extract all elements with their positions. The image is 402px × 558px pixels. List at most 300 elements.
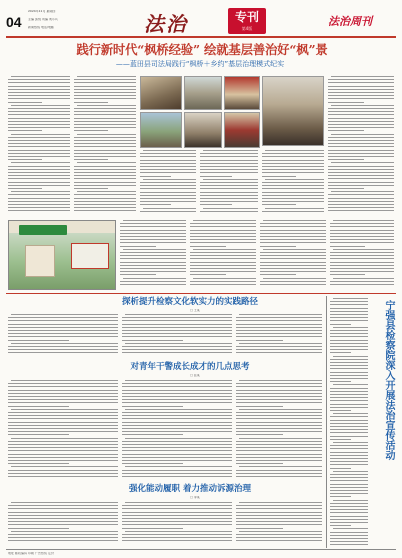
body-text-line: [122, 515, 232, 516]
body-text-line: [328, 137, 394, 138]
body-text-line: [328, 102, 364, 103]
body-text-line: [8, 393, 118, 394]
header-date: 2024年11月 星期四: [28, 10, 56, 13]
body-text-line: [328, 188, 364, 189]
body-text-line: [328, 159, 364, 160]
body-text-line: [120, 230, 186, 231]
body-text-line: [8, 143, 70, 144]
article-3-title: 强化能动履职 着力推动诉源治理: [129, 484, 251, 494]
body-text-line: [8, 146, 70, 147]
body-text-line: [260, 284, 326, 285]
photo-group: [224, 112, 260, 148]
body-text-line: [328, 111, 394, 112]
body-text-line: [120, 239, 186, 240]
body-text-line: [200, 204, 232, 205]
body-text-line: [260, 226, 326, 227]
body-text-line: [330, 416, 368, 417]
body-text-line: [330, 535, 368, 536]
body-text-line: [74, 169, 136, 170]
body-text-line: [328, 182, 394, 183]
body-text-line: [140, 169, 196, 170]
body-text-line: [74, 172, 136, 173]
body-text-line: [8, 418, 118, 419]
body-text-line: [122, 418, 232, 419]
body-text-line: [122, 386, 232, 387]
body-text-line: [122, 473, 232, 474]
body-text-line: [328, 130, 364, 131]
body-text-line: [330, 496, 351, 497]
body-text-line: [330, 429, 368, 430]
body-text-line: [120, 274, 156, 275]
body-text-line: [190, 255, 256, 256]
body-text-line: [328, 166, 394, 167]
body-text-line: [74, 175, 136, 176]
body-text-line: [190, 258, 256, 259]
body-text-line: [140, 153, 196, 154]
body-text-line: [74, 146, 136, 147]
body-text-line: [11, 502, 118, 503]
body-text-line: [328, 140, 394, 141]
body-text-line: [122, 431, 232, 432]
body-text-line: [8, 333, 118, 334]
body-text-line: [8, 425, 118, 426]
body-text-line: [74, 198, 136, 199]
body-text-line: [200, 211, 258, 212]
body-text-line: [122, 524, 232, 525]
body-text-line: [328, 82, 394, 83]
photo-outdoor: [184, 76, 222, 110]
body-text-line: [263, 278, 326, 279]
body-text-line: [11, 466, 118, 467]
lead-column-9: [260, 220, 326, 290]
body-text-line: [190, 274, 226, 275]
body-text-line: [330, 506, 368, 507]
body-text-line: [330, 324, 351, 325]
body-text-line: [330, 274, 365, 275]
body-text-line: [236, 524, 322, 525]
body-text-line: [330, 468, 351, 469]
body-text-line: [122, 412, 232, 413]
body-text-line: [236, 528, 283, 529]
body-text-line: [236, 444, 322, 445]
body-text-line: [239, 380, 322, 381]
body-text-line: [140, 160, 196, 161]
body-text-line: [8, 175, 70, 176]
body-text-line: [330, 464, 368, 465]
body-text-line: [330, 439, 351, 440]
body-text-line: [330, 230, 394, 231]
body-text-line: [8, 454, 118, 455]
body-text-line: [8, 121, 70, 122]
body-text-line: [122, 390, 232, 391]
body-text-line: [330, 246, 365, 247]
body-text-line: [330, 375, 368, 376]
body-text-line: [8, 150, 70, 151]
body-text-line: [236, 515, 322, 516]
body-text-line: [143, 208, 196, 209]
body-text-line: [8, 95, 70, 96]
body-text-line: [122, 521, 232, 522]
lead-column-2: [74, 76, 136, 216]
body-text-line: [8, 473, 118, 474]
body-text-line: [330, 512, 368, 513]
body-text-line: [190, 246, 226, 247]
lead-column-3: [140, 150, 196, 216]
body-text-line: [239, 409, 322, 410]
body-text-line: [333, 442, 368, 443]
body-text-line: [125, 502, 232, 503]
body-text-line: [77, 191, 136, 192]
section-badge: [228, 8, 266, 34]
body-text-line: [122, 505, 232, 506]
body-text-line: [8, 210, 70, 211]
body-text-line: [236, 508, 322, 509]
body-text-line: [8, 114, 70, 115]
article-3-col-1: [8, 502, 118, 546]
body-text-line: [260, 255, 326, 256]
body-text-line: [77, 105, 136, 106]
body-text-line: [236, 324, 322, 325]
body-text-line: [120, 258, 186, 259]
body-text-line: [122, 460, 232, 461]
body-text-line: [262, 195, 324, 196]
body-text-line: [330, 352, 351, 353]
body-text-line: [260, 265, 326, 266]
body-text-line: [122, 317, 232, 318]
body-text-line: [330, 336, 368, 337]
body-text-line: [190, 239, 256, 240]
body-text-line: [122, 393, 232, 394]
body-text-line: [330, 308, 368, 309]
body-text-line: [330, 255, 394, 256]
body-text-line: [74, 111, 136, 112]
body-text-line: [262, 198, 324, 199]
body-text-line: [122, 537, 232, 538]
photo-collage: [140, 76, 260, 148]
body-text-line: [330, 349, 368, 350]
body-text-line: [330, 330, 368, 331]
body-text-line: [120, 262, 186, 263]
body-text-line: [122, 402, 232, 403]
body-text-line: [122, 444, 232, 445]
body-text-line: [330, 452, 368, 453]
body-text-line: [200, 188, 258, 189]
body-text-line: [330, 281, 394, 282]
body-text-line: [8, 512, 118, 513]
body-text-line: [140, 163, 196, 164]
article-2-col-2: [122, 380, 232, 480]
body-text-line: [140, 156, 196, 157]
photo-village: [140, 112, 182, 148]
body-text-line: [8, 124, 70, 125]
body-text-line: [74, 98, 136, 99]
body-text-line: [236, 540, 322, 541]
body-text-line: [125, 380, 232, 381]
body-text-line: [8, 383, 118, 384]
section-badge-sub: 第4版: [241, 26, 253, 31]
body-text-line: [333, 220, 394, 221]
section-badge-label: 专刊: [234, 10, 259, 24]
body-text-line: [236, 473, 322, 474]
body-text-line: [328, 204, 394, 205]
right-brand: 法治周刊: [328, 15, 372, 28]
body-text-line: [236, 317, 322, 318]
body-text-line: [328, 143, 394, 144]
body-text-line: [8, 201, 70, 202]
body-text-line: [236, 431, 322, 432]
body-text-line: [77, 162, 136, 163]
body-text-line: [328, 201, 394, 202]
body-text-line: [328, 95, 394, 96]
photo-meeting: [140, 76, 182, 110]
body-text-line: [239, 438, 322, 439]
body-text-line: [328, 210, 394, 211]
body-text-line: [203, 179, 258, 180]
body-text-line: [120, 268, 186, 269]
body-text-line: [8, 463, 69, 464]
body-text-line: [333, 298, 368, 299]
body-text-line: [77, 76, 136, 77]
body-text-line: [8, 518, 118, 519]
body-text-line: [330, 407, 368, 408]
body-text-line: [333, 278, 394, 279]
body-text-line: [260, 223, 326, 224]
body-text-line: [8, 428, 118, 429]
body-text-line: [262, 204, 296, 205]
body-text-line: [120, 246, 156, 247]
body-text-line: [122, 476, 232, 477]
body-text-line: [236, 537, 322, 538]
body-text-line: [8, 111, 70, 112]
body-text-line: [200, 156, 258, 157]
photo-lecture: [184, 112, 222, 148]
body-text-line: [328, 79, 394, 80]
body-text-line: [74, 95, 136, 96]
body-text-line: [330, 223, 394, 224]
body-text-line: [74, 194, 136, 195]
article-2-col-3: [236, 380, 322, 480]
header-editor: 主编 邱悦 责编 刘小兵: [28, 18, 58, 21]
body-text-line: [123, 220, 186, 221]
body-text-line: [74, 121, 136, 122]
body-text-line: [8, 194, 70, 195]
body-text-line: [74, 124, 136, 125]
body-text-line: [328, 108, 394, 109]
body-text-line: [239, 531, 322, 532]
body-text-line: [236, 346, 322, 347]
body-text-line: [74, 130, 108, 131]
body-text-line: [11, 134, 70, 135]
body-text-line: [260, 268, 326, 269]
body-text-line: [193, 278, 256, 279]
footer-info: 地址 邮政编码 印刷 广告热线 定价: [8, 552, 54, 555]
body-text-line: [330, 477, 368, 478]
body-text-line: [333, 249, 394, 250]
body-text-line: [74, 188, 108, 189]
body-text-line: [262, 153, 324, 154]
body-text-line: [8, 166, 70, 167]
body-text-line: [74, 137, 136, 138]
lead-headline: 践行新时代“枫桥经验” 绘就基层善治好“枫”景: [76, 42, 328, 57]
body-text-line: [11, 162, 70, 163]
body-text-line: [236, 418, 322, 419]
body-text-line: [330, 404, 368, 405]
body-text-line: [330, 420, 368, 421]
body-text-line: [8, 182, 70, 183]
body-text-line: [330, 400, 368, 401]
body-text-line: [328, 172, 394, 173]
body-text-line: [190, 265, 256, 266]
body-text-line: [74, 185, 136, 186]
body-text-line: [190, 223, 256, 224]
body-text-line: [330, 461, 368, 462]
masthead-title: 法治: [144, 12, 188, 36]
body-text-line: [200, 163, 258, 164]
lead-column-7: [120, 220, 186, 290]
page-header: [6, 6, 396, 38]
body-text-line: [122, 534, 232, 535]
body-text-line: [200, 176, 232, 177]
body-text-line: [330, 226, 394, 227]
body-text-line: [328, 175, 394, 176]
body-text-line: [328, 114, 394, 115]
body-text-line: [236, 434, 283, 435]
body-text-line: [140, 198, 196, 199]
body-text-line: [8, 207, 70, 208]
body-text-line: [74, 204, 136, 205]
body-text-line: [330, 262, 394, 263]
body-text-line: [328, 150, 394, 151]
body-text-line: [190, 230, 256, 231]
sidebar-column-1: [330, 298, 368, 548]
body-text-line: [330, 532, 368, 533]
body-text-line: [260, 271, 326, 272]
body-text-line: [330, 265, 394, 266]
body-text-line: [200, 201, 258, 202]
body-text-line: [200, 192, 258, 193]
body-text-line: [120, 281, 186, 282]
body-text-line: [122, 540, 232, 541]
body-text-line: [190, 271, 256, 272]
body-text-line: [236, 512, 322, 513]
body-text-line: [74, 92, 136, 93]
body-text-line: [330, 268, 394, 269]
body-text-line: [333, 356, 368, 357]
body-text-line: [333, 471, 368, 472]
body-text-line: [330, 311, 368, 312]
body-text-line: [330, 397, 368, 398]
body-text-line: [74, 127, 136, 128]
body-text-line: [120, 223, 186, 224]
banner-image: [8, 220, 116, 290]
body-text-line: [8, 515, 118, 516]
body-text-line: [8, 188, 42, 189]
body-text-line: [330, 480, 368, 481]
lead-column-6: [328, 76, 394, 216]
body-text-line: [236, 393, 322, 394]
body-text-line: [260, 236, 326, 237]
body-text-line: [8, 412, 118, 413]
body-text-line: [125, 343, 232, 344]
body-text-line: [333, 327, 368, 328]
body-text-line: [236, 476, 322, 477]
body-text-line: [74, 207, 136, 208]
body-text-line: [330, 490, 368, 491]
body-text-line: [236, 327, 322, 328]
article-3-col-2: [122, 502, 232, 546]
body-text-line: [122, 518, 232, 519]
body-text-line: [328, 98, 394, 99]
body-text-line: [330, 372, 368, 373]
body-text-line: [330, 516, 368, 517]
body-text-line: [11, 380, 118, 381]
body-text-line: [333, 413, 368, 414]
body-text-line: [8, 540, 118, 541]
lead-column-5: [262, 150, 324, 216]
body-text-line: [328, 156, 394, 157]
body-text-line: [262, 185, 324, 186]
body-text-line: [262, 211, 324, 212]
body-text-line: [200, 198, 258, 199]
body-text-line: [260, 274, 296, 275]
body-text-line: [330, 242, 394, 243]
body-text-line: [8, 346, 118, 347]
body-text-line: [8, 140, 70, 141]
body-text-line: [8, 399, 118, 400]
body-text-line: [140, 185, 196, 186]
body-text-line: [74, 86, 136, 87]
sidebar-vertical-title: 宁强县检察院深入开展法治宣传活动: [383, 300, 394, 460]
body-text-line: [125, 409, 232, 410]
body-text-line: [236, 399, 322, 400]
body-text-line: [140, 201, 196, 202]
body-text-line: [74, 79, 136, 80]
body-text-line: [8, 153, 70, 154]
body-text-line: [330, 301, 368, 302]
body-text-line: [260, 262, 326, 263]
body-text-line: [330, 362, 368, 363]
body-text-line: [8, 528, 69, 529]
body-text-line: [262, 169, 324, 170]
body-text-line: [331, 162, 394, 163]
body-text-line: [8, 470, 118, 471]
body-text-line: [8, 156, 70, 157]
banner-pillar: [25, 245, 55, 277]
body-text-line: [190, 236, 256, 237]
body-text-line: [330, 410, 351, 411]
body-text-line: [262, 156, 324, 157]
body-text-line: [120, 233, 186, 234]
body-text-line: [8, 349, 118, 350]
body-text-line: [328, 89, 394, 90]
article-1-col-3: [236, 314, 322, 356]
body-text-line: [8, 137, 70, 138]
body-text-line: [122, 454, 232, 455]
body-text-line: [8, 450, 118, 451]
body-text-line: [190, 268, 256, 269]
body-text-line: [122, 447, 232, 448]
body-text-line: [122, 406, 183, 407]
body-text-line: [330, 258, 394, 259]
body-text-line: [122, 327, 232, 328]
body-text-line: [236, 450, 322, 451]
body-text-line: [200, 169, 258, 170]
body-text-line: [236, 333, 322, 334]
body-text-line: [330, 381, 351, 382]
body-text-line: [11, 438, 118, 439]
body-text-line: [262, 166, 324, 167]
body-text-line: [8, 130, 42, 131]
